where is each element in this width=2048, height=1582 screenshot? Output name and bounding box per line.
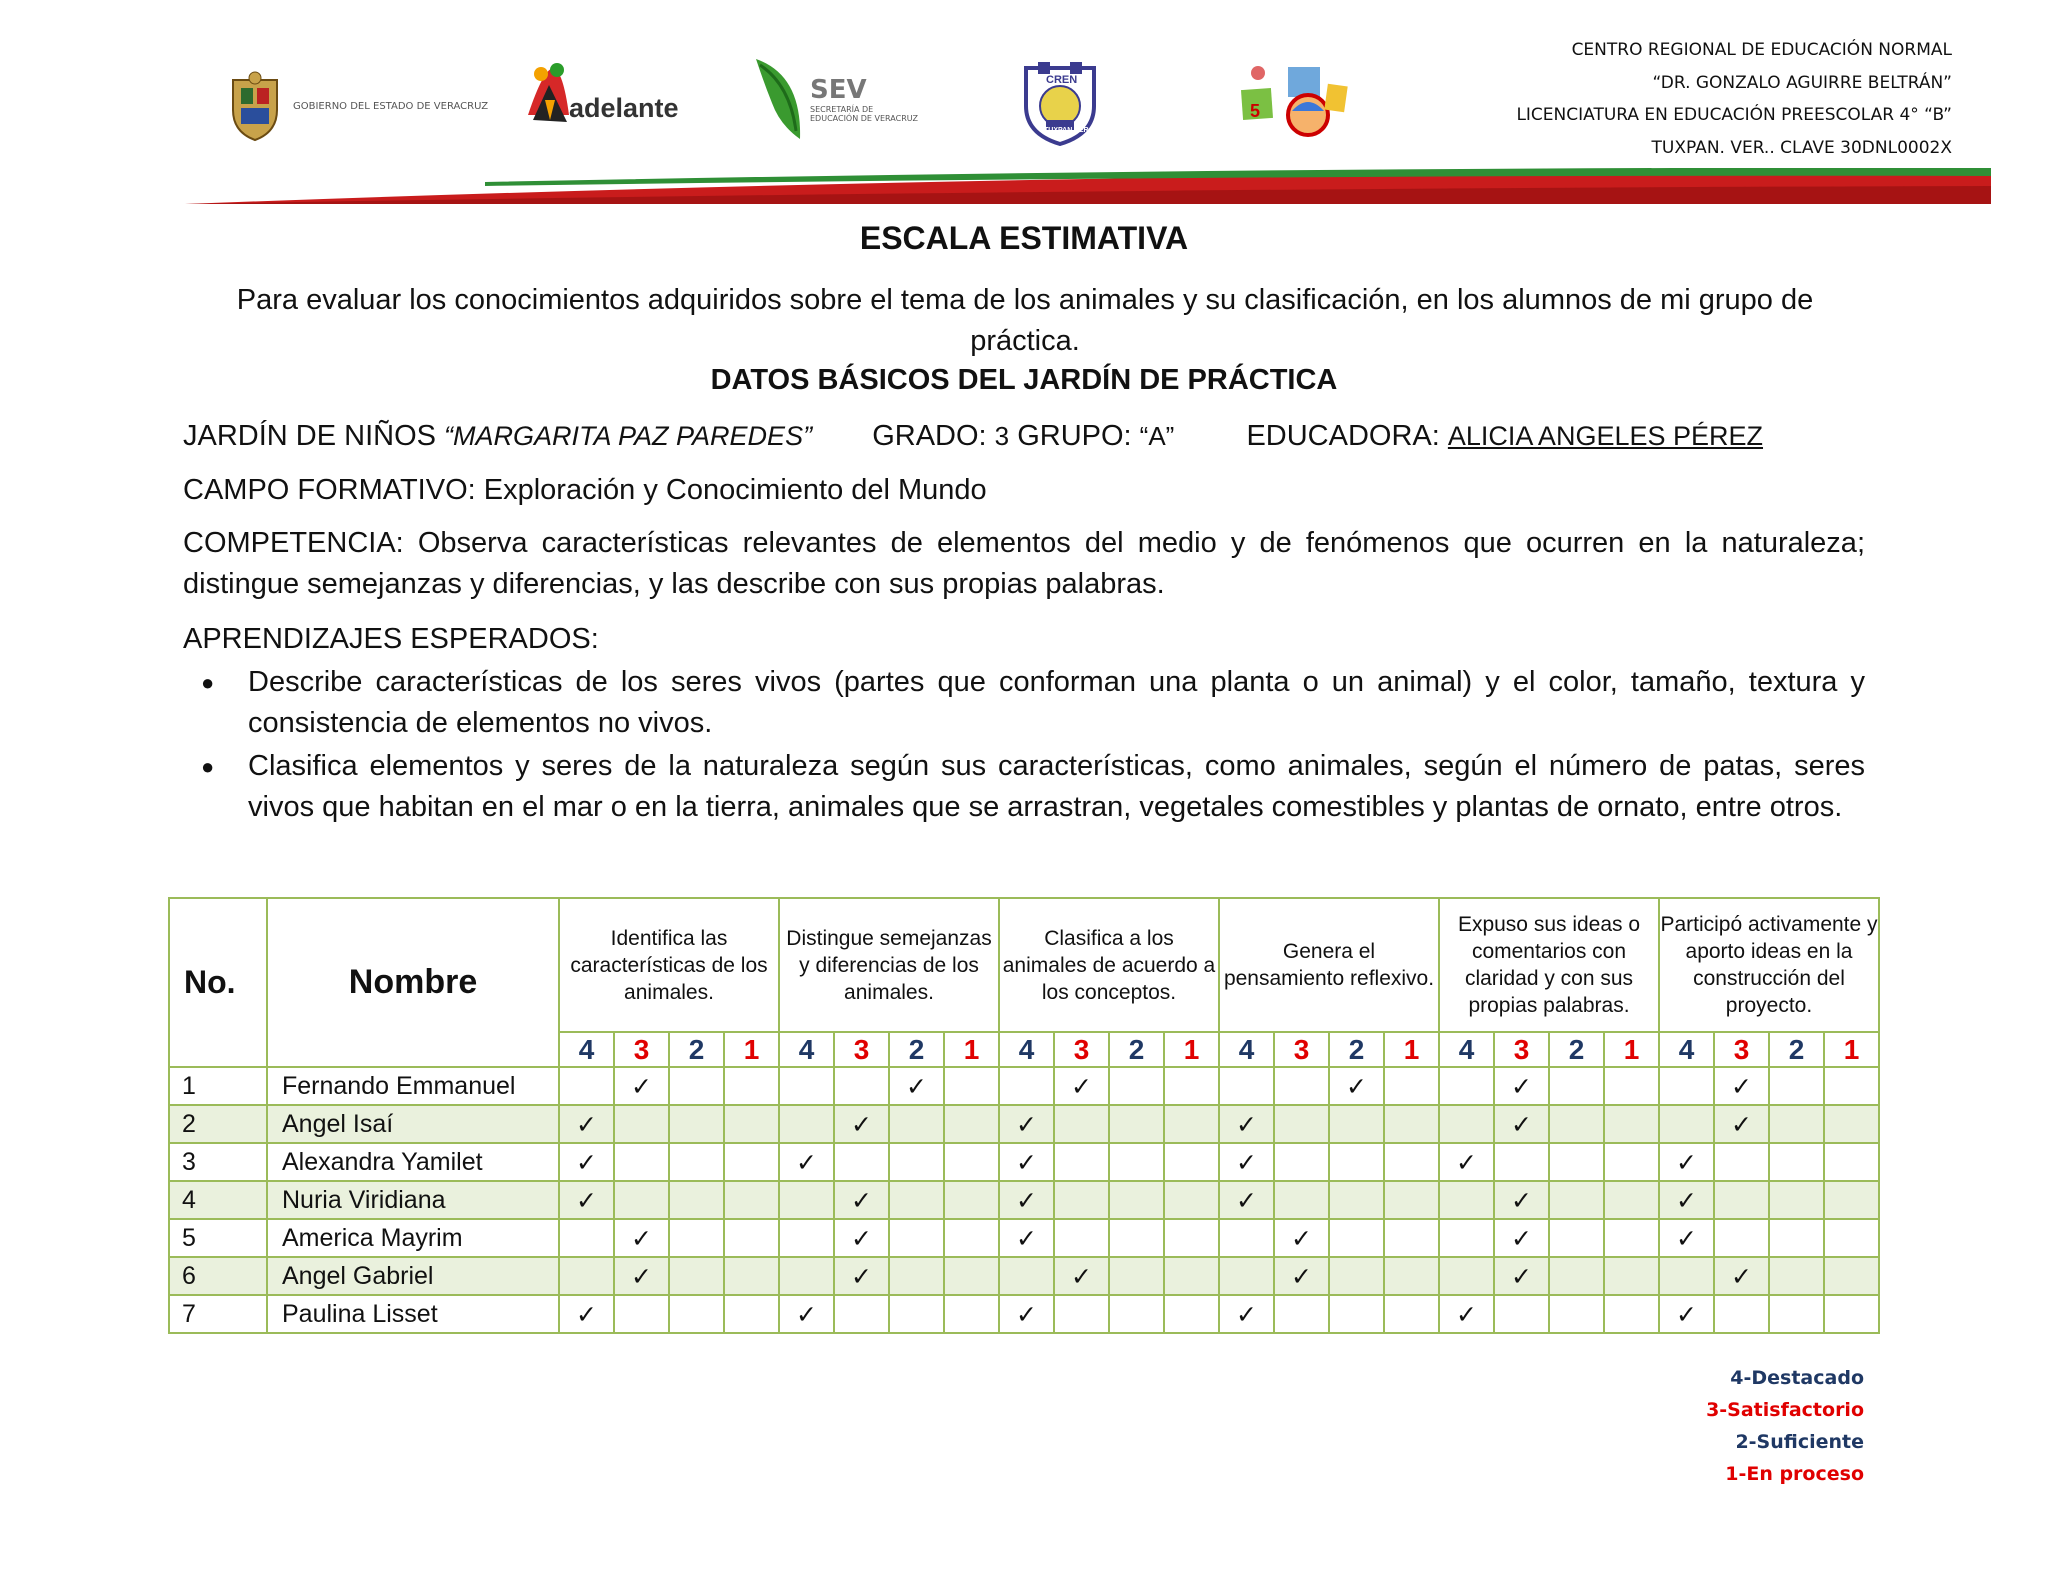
check-icon: ✓ bbox=[1054, 1257, 1109, 1295]
rating-cell bbox=[1054, 1295, 1109, 1333]
rating-cell bbox=[1824, 1067, 1879, 1105]
rating-cell bbox=[1164, 1105, 1219, 1143]
rating-cell bbox=[669, 1257, 724, 1295]
check-icon: ✓ bbox=[999, 1105, 1054, 1143]
rating-cell bbox=[1549, 1219, 1604, 1257]
rating-cell bbox=[724, 1295, 779, 1333]
rating-cell bbox=[1604, 1295, 1659, 1333]
table-row bbox=[169, 1067, 1879, 1105]
check-icon: ✓ bbox=[999, 1295, 1054, 1333]
score-header: 4 bbox=[999, 1032, 1054, 1067]
check-icon: ✓ bbox=[1439, 1295, 1494, 1333]
check-icon: ✓ bbox=[1219, 1295, 1274, 1333]
check-icon: ✓ bbox=[1714, 1257, 1769, 1295]
rating-cell bbox=[1274, 1067, 1329, 1105]
student-number: 5 bbox=[169, 1219, 267, 1257]
column-header-name: Nombre bbox=[267, 898, 559, 1067]
criterion-header: Expuso sus ideas o comentarios con claridad y con sus propias palabras. bbox=[1439, 898, 1659, 1032]
rating-cell bbox=[669, 1143, 724, 1181]
rating-cell bbox=[889, 1181, 944, 1219]
student-number: 1 bbox=[169, 1067, 267, 1105]
rating-cell bbox=[1659, 1257, 1714, 1295]
check-icon: ✓ bbox=[1274, 1257, 1329, 1295]
rating-cell bbox=[889, 1295, 944, 1333]
rating-cell bbox=[669, 1105, 724, 1143]
rating-cell bbox=[559, 1067, 614, 1105]
grado-label: GRADO: bbox=[872, 420, 995, 452]
rating-cell bbox=[724, 1257, 779, 1295]
rating-cell bbox=[1164, 1067, 1219, 1105]
check-icon: ✓ bbox=[1659, 1219, 1714, 1257]
rating-cell bbox=[1769, 1143, 1824, 1181]
rating-cell bbox=[1714, 1181, 1769, 1219]
rating-cell bbox=[669, 1219, 724, 1257]
header-logos bbox=[225, 55, 1375, 155]
rating-cell bbox=[1604, 1181, 1659, 1219]
student-name: Angel Isaí bbox=[267, 1105, 559, 1143]
jardin-name: “MARGARITA PAZ PAREDES” bbox=[444, 421, 813, 451]
rating-cell bbox=[1549, 1143, 1604, 1181]
rating-cell bbox=[1769, 1295, 1824, 1333]
rating-cell bbox=[1769, 1219, 1824, 1257]
rating-cell bbox=[1109, 1105, 1164, 1143]
adelante-logo bbox=[523, 60, 679, 130]
grupo-label: GRUPO: bbox=[1009, 420, 1140, 452]
rating-cell bbox=[1659, 1067, 1714, 1105]
check-icon: ✓ bbox=[1659, 1143, 1714, 1181]
rating-cell bbox=[724, 1105, 779, 1143]
rating-cell bbox=[944, 1257, 999, 1295]
score-header: 4 bbox=[779, 1032, 834, 1067]
competencia-text: COMPETENCIA: Observa características relevantes de elementos del medio y de fenómenos que ocurren en la naturaleza; distingue semejanzas y diferencias, y las describe con sus propias palabras. bbox=[183, 527, 1865, 600]
institution-line: LICENCIATURA EN EDUCACIÓN PREESCOLAR 4° “B” bbox=[1516, 105, 1952, 125]
rating-legend bbox=[1706, 1362, 1864, 1490]
score-header: 2 bbox=[1769, 1032, 1824, 1067]
rating-cell bbox=[889, 1143, 944, 1181]
sev-text: SEV bbox=[810, 75, 867, 105]
check-icon: ✓ bbox=[559, 1181, 614, 1219]
evaluation-table bbox=[168, 897, 1880, 1334]
rating-cell bbox=[1549, 1257, 1604, 1295]
rating-cell bbox=[1274, 1181, 1329, 1219]
rating-cell bbox=[1329, 1257, 1384, 1295]
rating-cell bbox=[779, 1219, 834, 1257]
student-number: 3 bbox=[169, 1143, 267, 1181]
rating-cell bbox=[889, 1105, 944, 1143]
rating-cell bbox=[1164, 1181, 1219, 1219]
check-icon: ✓ bbox=[779, 1143, 834, 1181]
table-row bbox=[169, 1181, 1879, 1219]
rating-cell bbox=[669, 1067, 724, 1105]
score-header: 4 bbox=[1659, 1032, 1714, 1067]
rating-cell bbox=[1439, 1067, 1494, 1105]
rating-cell bbox=[1164, 1257, 1219, 1295]
rating-cell bbox=[944, 1181, 999, 1219]
rating-cell bbox=[1164, 1295, 1219, 1333]
student-name: Paulina Lisset bbox=[267, 1295, 559, 1333]
score-header: 3 bbox=[1494, 1032, 1549, 1067]
rating-cell bbox=[1439, 1219, 1494, 1257]
rating-cell bbox=[999, 1257, 1054, 1295]
cren-logo bbox=[1020, 60, 1100, 146]
check-icon: ✓ bbox=[559, 1295, 614, 1333]
jardin-label: JARDÍN DE NIÑOS bbox=[183, 420, 445, 452]
rating-cell bbox=[724, 1219, 779, 1257]
check-icon: ✓ bbox=[1274, 1219, 1329, 1257]
check-icon: ✓ bbox=[1219, 1105, 1274, 1143]
rating-cell bbox=[724, 1143, 779, 1181]
rating-cell bbox=[1824, 1219, 1879, 1257]
rating-cell bbox=[559, 1219, 614, 1257]
sev-leaf-icon bbox=[750, 55, 806, 143]
educadora-label: EDUCADORA: bbox=[1246, 420, 1448, 452]
rating-cell bbox=[1054, 1219, 1109, 1257]
table-row bbox=[169, 1143, 1879, 1181]
rating-cell bbox=[1549, 1295, 1604, 1333]
criterion-header: Genera el pensamiento reflexivo. bbox=[1219, 898, 1439, 1032]
rating-cell bbox=[1604, 1257, 1659, 1295]
score-header: 1 bbox=[1164, 1032, 1219, 1067]
cren-subtext: TUXPAN VER bbox=[1044, 127, 1089, 134]
rating-cell bbox=[559, 1257, 614, 1295]
rating-cell bbox=[834, 1143, 889, 1181]
rating-cell bbox=[724, 1067, 779, 1105]
rating-cell bbox=[1549, 1067, 1604, 1105]
rating-cell bbox=[1384, 1105, 1439, 1143]
check-icon: ✓ bbox=[1494, 1067, 1549, 1105]
check-icon: ✓ bbox=[1219, 1181, 1274, 1219]
check-icon: ✓ bbox=[1494, 1219, 1549, 1257]
check-icon: ✓ bbox=[1659, 1295, 1714, 1333]
score-header: 3 bbox=[1274, 1032, 1329, 1067]
rating-cell bbox=[1274, 1105, 1329, 1143]
table-row bbox=[169, 1105, 1879, 1143]
rating-cell bbox=[944, 1105, 999, 1143]
institution-line: “DR. GONZALO AGUIRRE BELTRÁN” bbox=[1652, 72, 1952, 93]
purpose-text: Para evaluar los conocimientos adquiridos sobre el tema de los animales y su clasificación, en los alumnos de mi grupo de práctica. bbox=[236, 284, 1814, 357]
criterion-header: Distingue semejanzas y diferencias de los animales. bbox=[779, 898, 999, 1032]
rating-cell bbox=[1219, 1067, 1274, 1105]
bullet-icon: ● bbox=[201, 670, 215, 695]
rating-cell bbox=[1219, 1219, 1274, 1257]
legend-item: 4-Destacado bbox=[1730, 1367, 1864, 1389]
rating-cell bbox=[944, 1067, 999, 1105]
score-header: 2 bbox=[1329, 1032, 1384, 1067]
score-header: 2 bbox=[1109, 1032, 1164, 1067]
rating-cell bbox=[944, 1143, 999, 1181]
rating-cell bbox=[724, 1181, 779, 1219]
rating-cell bbox=[1714, 1295, 1769, 1333]
rating-cell bbox=[1054, 1105, 1109, 1143]
check-icon: ✓ bbox=[834, 1257, 889, 1295]
institution-block bbox=[1252, 34, 1952, 164]
table-row bbox=[169, 1257, 1879, 1295]
rating-cell bbox=[1384, 1143, 1439, 1181]
student-name: Angel Gabriel bbox=[267, 1257, 559, 1295]
rating-cell bbox=[834, 1295, 889, 1333]
score-header: 3 bbox=[614, 1032, 669, 1067]
rating-cell bbox=[1769, 1257, 1824, 1295]
check-icon: ✓ bbox=[999, 1219, 1054, 1257]
campo-formativo: CAMPO FORMATIVO: Exploración y Conocimiento del Mundo bbox=[183, 474, 987, 506]
rating-cell bbox=[669, 1295, 724, 1333]
check-icon: ✓ bbox=[1659, 1181, 1714, 1219]
rating-cell bbox=[1274, 1143, 1329, 1181]
check-icon: ✓ bbox=[1054, 1067, 1109, 1105]
check-icon: ✓ bbox=[614, 1257, 669, 1295]
grado-value: 3 bbox=[994, 421, 1010, 451]
aprendizajes-list bbox=[183, 662, 1865, 830]
institution-line: CENTRO REGIONAL DE EDUCACIÓN NORMAL bbox=[1571, 40, 1952, 60]
score-header: 1 bbox=[724, 1032, 779, 1067]
rating-cell bbox=[1109, 1295, 1164, 1333]
rating-cell bbox=[944, 1295, 999, 1333]
check-icon: ✓ bbox=[889, 1067, 944, 1105]
score-header: 4 bbox=[559, 1032, 614, 1067]
score-header: 1 bbox=[1604, 1032, 1659, 1067]
student-number: 2 bbox=[169, 1105, 267, 1143]
rating-cell bbox=[1329, 1105, 1384, 1143]
rating-cell bbox=[1054, 1181, 1109, 1219]
score-header: 3 bbox=[1714, 1032, 1769, 1067]
aprendizaje-text: Describe características de los seres vivos (partes que conforman una planta o un animal) y el color, tamaño, textura y consistencia de elementos no vivos. bbox=[248, 666, 1865, 739]
check-icon: ✓ bbox=[1714, 1105, 1769, 1143]
section-subtitle: DATOS BÁSICOS DEL JARDÍN DE PRÁCTICA bbox=[710, 364, 1338, 396]
rating-cell bbox=[614, 1143, 669, 1181]
aprendizajes-label: APRENDIZAJES ESPERADOS: bbox=[183, 623, 599, 655]
rating-cell bbox=[1164, 1143, 1219, 1181]
score-header: 2 bbox=[669, 1032, 724, 1067]
rating-cell bbox=[1824, 1143, 1879, 1181]
rating-cell bbox=[1604, 1067, 1659, 1105]
column-header-no: No. bbox=[169, 898, 267, 1067]
rating-cell bbox=[1054, 1143, 1109, 1181]
adelante-text: adelante bbox=[569, 92, 679, 123]
rating-cell bbox=[1494, 1143, 1549, 1181]
check-icon: ✓ bbox=[614, 1067, 669, 1105]
rating-cell bbox=[1109, 1181, 1164, 1219]
rating-cell bbox=[1439, 1181, 1494, 1219]
rating-cell bbox=[1714, 1143, 1769, 1181]
rating-cell bbox=[1714, 1219, 1769, 1257]
check-icon: ✓ bbox=[1494, 1105, 1549, 1143]
rating-cell bbox=[1384, 1067, 1439, 1105]
bullet-icon: ● bbox=[201, 754, 215, 779]
rating-cell bbox=[1329, 1295, 1384, 1333]
check-icon: ✓ bbox=[614, 1219, 669, 1257]
rating-cell bbox=[1604, 1105, 1659, 1143]
rating-cell bbox=[1824, 1105, 1879, 1143]
rating-cell bbox=[779, 1105, 834, 1143]
rating-cell bbox=[779, 1181, 834, 1219]
score-header: 1 bbox=[1824, 1032, 1879, 1067]
rating-cell bbox=[614, 1295, 669, 1333]
legend-item: 3-Satisfactorio bbox=[1706, 1399, 1864, 1421]
rating-cell bbox=[1274, 1295, 1329, 1333]
aprendizaje-text: Clasifica elementos y seres de la naturaleza según sus características, como animales, según el número de patas, seres vivos que habitan en el mar o en la tierra, animales que se arrastran, vegetales comestibles y plantas de ornato, entre otros. bbox=[248, 750, 1865, 823]
check-icon: ✓ bbox=[999, 1181, 1054, 1219]
rating-cell bbox=[834, 1067, 889, 1105]
list-item bbox=[183, 662, 1865, 744]
rating-cell bbox=[1494, 1295, 1549, 1333]
rating-cell bbox=[779, 1067, 834, 1105]
jardin-info-line bbox=[183, 416, 1883, 457]
rating-cell bbox=[1384, 1257, 1439, 1295]
check-icon: ✓ bbox=[1494, 1181, 1549, 1219]
rating-cell bbox=[1604, 1219, 1659, 1257]
table-body bbox=[169, 1067, 1879, 1333]
criterion-header: Identifica las características de los animales. bbox=[559, 898, 779, 1032]
criterion-header: Clasifica a los animales de acuerdo a los conceptos. bbox=[999, 898, 1219, 1032]
table-row bbox=[169, 1295, 1879, 1333]
rating-cell bbox=[779, 1257, 834, 1295]
rating-cell bbox=[1329, 1219, 1384, 1257]
rating-cell bbox=[1109, 1067, 1164, 1105]
page-title: ESCALA ESTIMATIVA bbox=[859, 220, 1189, 256]
rating-cell bbox=[1109, 1143, 1164, 1181]
gobierno-veracruz-logo bbox=[225, 70, 488, 142]
student-number: 6 bbox=[169, 1257, 267, 1295]
student-name: America Mayrim bbox=[267, 1219, 559, 1257]
rating-cell bbox=[1384, 1219, 1439, 1257]
legend-item: 2-Suficiente bbox=[1735, 1431, 1864, 1453]
rating-cell bbox=[1769, 1181, 1824, 1219]
rating-cell bbox=[1329, 1143, 1384, 1181]
rating-cell bbox=[1384, 1295, 1439, 1333]
grupo-value: “A” bbox=[1139, 421, 1175, 451]
rating-cell bbox=[1384, 1181, 1439, 1219]
check-icon: ✓ bbox=[1219, 1143, 1274, 1181]
check-icon: ✓ bbox=[834, 1105, 889, 1143]
sev-subtext: SECRETARÍA DE EDUCACIÓN DE VERACRUZ bbox=[810, 105, 918, 123]
rating-cell bbox=[1549, 1105, 1604, 1143]
rating-cell bbox=[1164, 1219, 1219, 1257]
check-icon: ✓ bbox=[559, 1105, 614, 1143]
rating-cell bbox=[999, 1067, 1054, 1105]
coat-of-arms-icon bbox=[225, 70, 285, 142]
check-icon: ✓ bbox=[1714, 1067, 1769, 1105]
criterion-header: Participó activamente y aporto ideas en la construcción del proyecto. bbox=[1659, 898, 1879, 1032]
preescolar-text: 5 bbox=[1250, 101, 1261, 121]
check-icon: ✓ bbox=[559, 1143, 614, 1181]
rating-cell bbox=[1824, 1181, 1879, 1219]
rating-cell bbox=[614, 1105, 669, 1143]
header-row bbox=[169, 898, 1879, 1032]
check-icon: ✓ bbox=[1439, 1143, 1494, 1181]
check-icon: ✓ bbox=[779, 1295, 834, 1333]
list-item bbox=[183, 746, 1865, 828]
score-header: 2 bbox=[889, 1032, 944, 1067]
rating-cell bbox=[1439, 1257, 1494, 1295]
check-icon: ✓ bbox=[1329, 1067, 1384, 1105]
student-number: 7 bbox=[169, 1295, 267, 1333]
student-name: Alexandra Yamilet bbox=[267, 1143, 559, 1181]
legend-item: 1-En proceso bbox=[1725, 1463, 1864, 1485]
score-header: 4 bbox=[1439, 1032, 1494, 1067]
rating-cell bbox=[1659, 1105, 1714, 1143]
rating-cell bbox=[1769, 1105, 1824, 1143]
rating-cell bbox=[1769, 1067, 1824, 1105]
check-icon: ✓ bbox=[834, 1219, 889, 1257]
educadora-value: ALICIA ANGELES PÉREZ bbox=[1447, 421, 1764, 451]
rating-cell bbox=[1604, 1143, 1659, 1181]
rating-cell bbox=[669, 1181, 724, 1219]
table-row bbox=[169, 1219, 1879, 1257]
rating-cell bbox=[614, 1181, 669, 1219]
rating-cell bbox=[1439, 1105, 1494, 1143]
rating-cell bbox=[1109, 1219, 1164, 1257]
rating-cell bbox=[1549, 1181, 1604, 1219]
gobierno-veracruz-text: GOBIERNO DEL ESTADO DE VERACRUZ bbox=[293, 100, 489, 112]
score-header: 4 bbox=[1219, 1032, 1274, 1067]
rating-cell bbox=[944, 1219, 999, 1257]
score-header: 3 bbox=[1054, 1032, 1109, 1067]
cren-text: CREN bbox=[1046, 74, 1078, 86]
rating-cell bbox=[1109, 1257, 1164, 1295]
score-header: 2 bbox=[1549, 1032, 1604, 1067]
header-swoosh bbox=[185, 168, 1991, 208]
rating-cell bbox=[1219, 1257, 1274, 1295]
rating-cell bbox=[889, 1219, 944, 1257]
adelante-figures-icon bbox=[523, 60, 575, 130]
score-header: 1 bbox=[944, 1032, 999, 1067]
institution-line: TUXPAN. VER.. CLAVE 30DNL0002X bbox=[1651, 137, 1952, 158]
rating-cell bbox=[889, 1257, 944, 1295]
check-icon: ✓ bbox=[1494, 1257, 1549, 1295]
student-number: 4 bbox=[169, 1181, 267, 1219]
check-icon: ✓ bbox=[834, 1181, 889, 1219]
rating-cell bbox=[1824, 1257, 1879, 1295]
check-icon: ✓ bbox=[999, 1143, 1054, 1181]
sev-logo bbox=[750, 55, 920, 143]
rating-cell bbox=[1824, 1295, 1879, 1333]
score-header: 1 bbox=[1384, 1032, 1439, 1067]
score-header: 3 bbox=[834, 1032, 889, 1067]
student-name: Nuria Viridiana bbox=[267, 1181, 559, 1219]
rating-cell bbox=[1329, 1181, 1384, 1219]
student-name: Fernando Emmanuel bbox=[267, 1067, 559, 1105]
